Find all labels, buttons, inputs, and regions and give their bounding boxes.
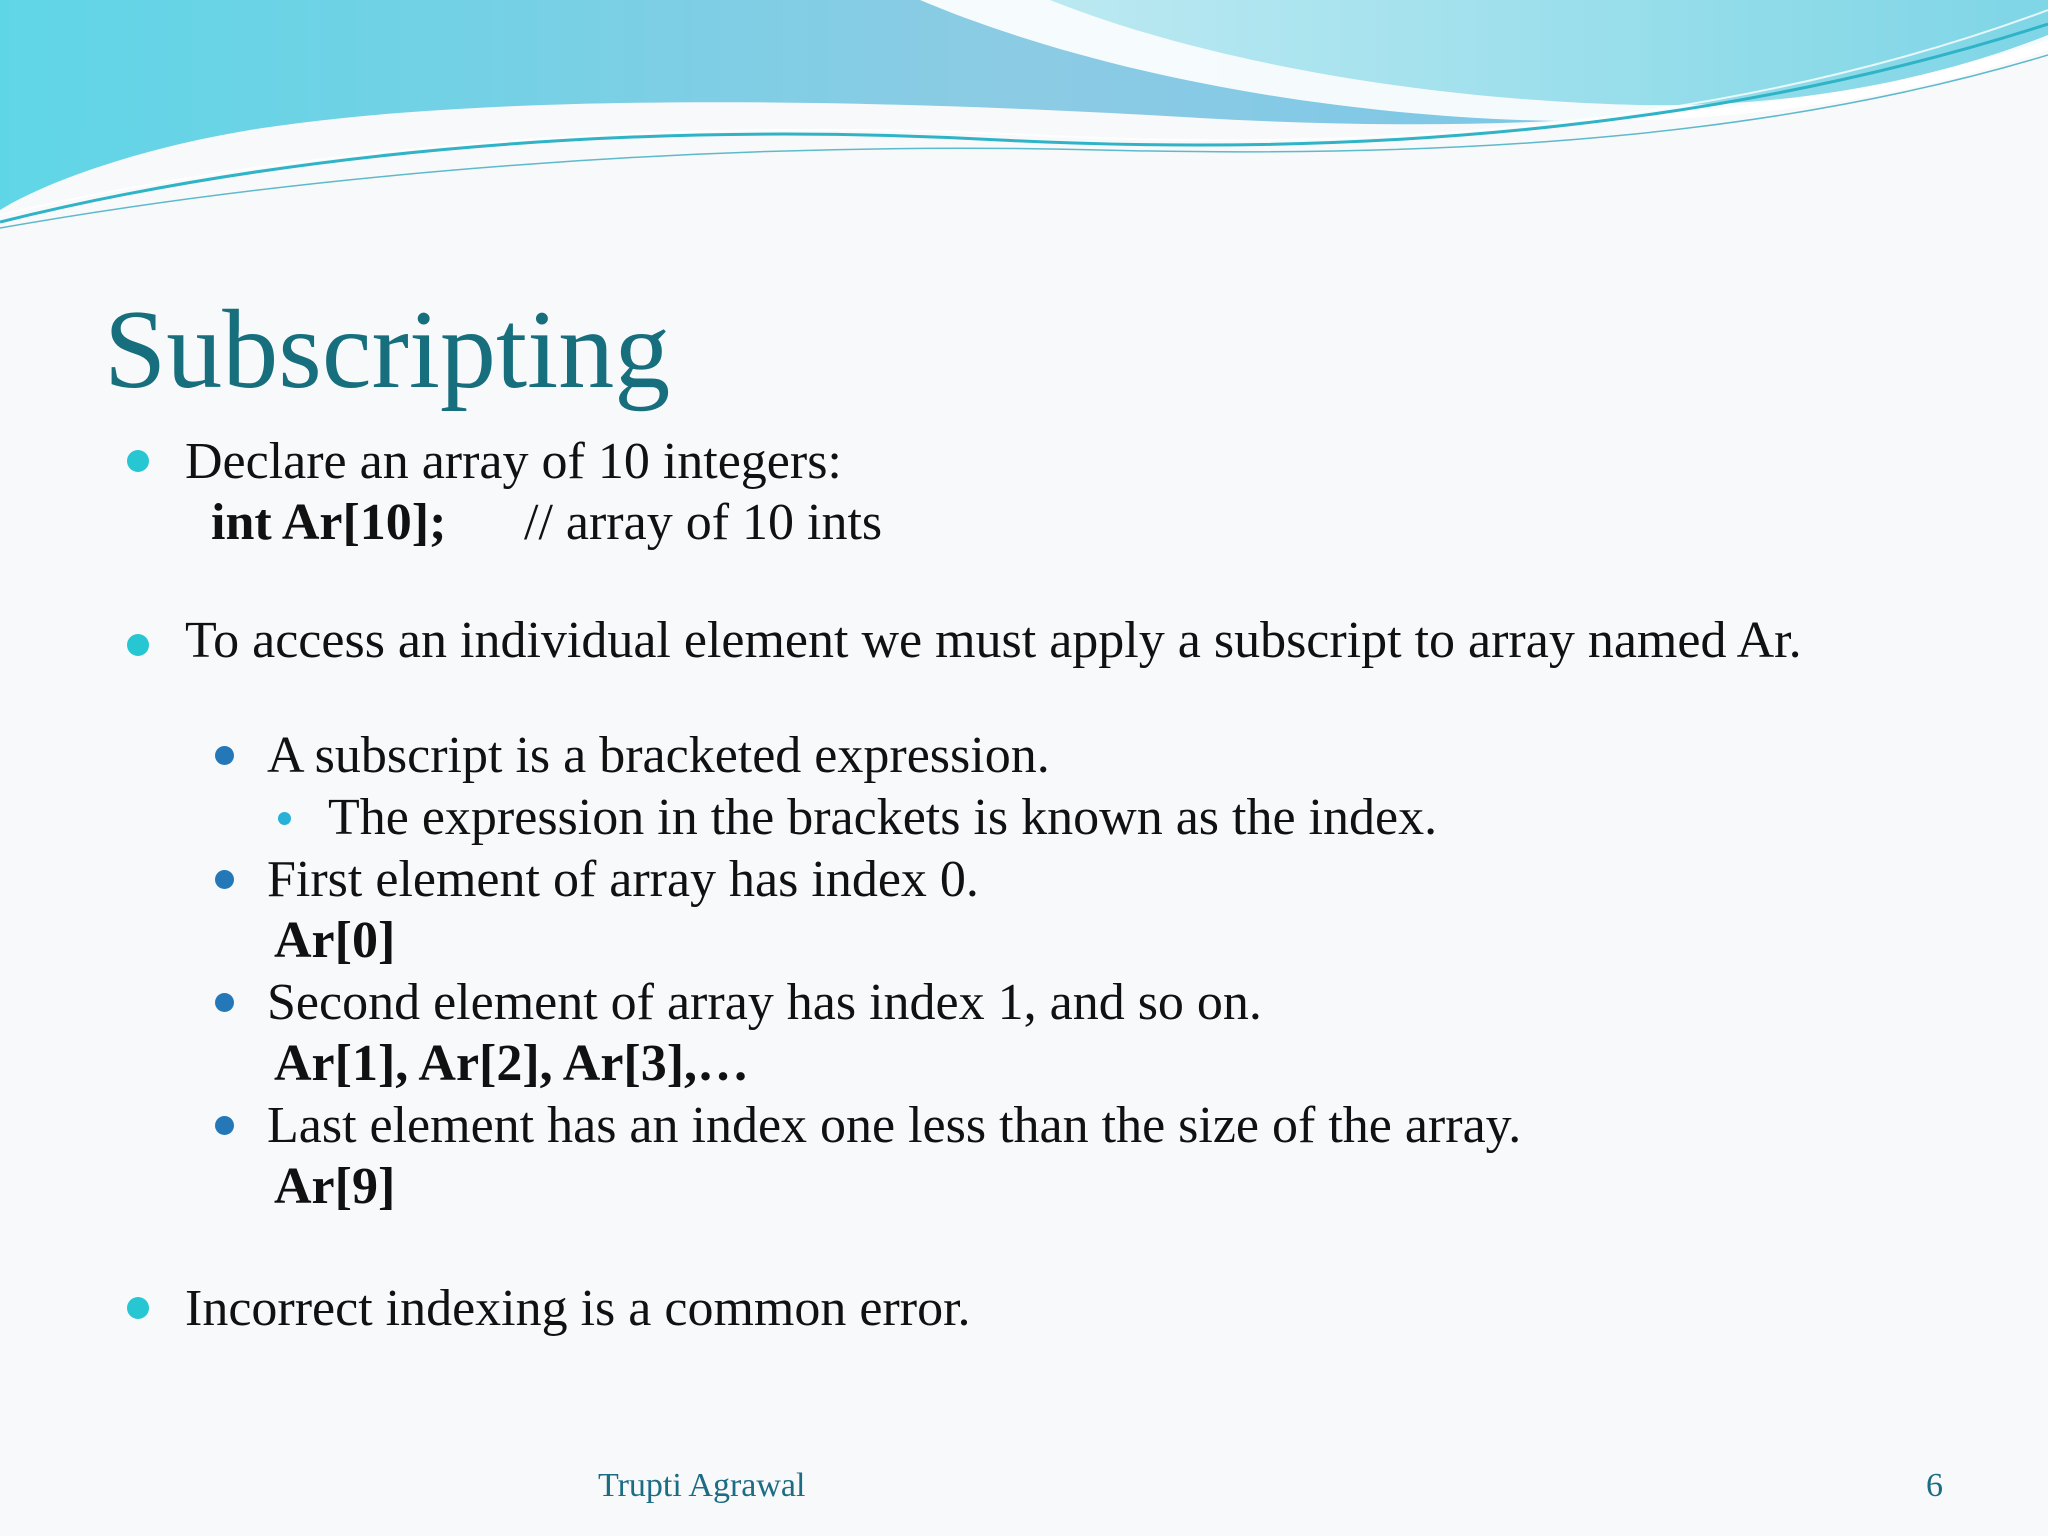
- bullet-marker: [127, 1297, 149, 1319]
- sub-sub-bullet-marker: [278, 812, 291, 825]
- bullet-subscript: A subscript is a bracketed expression.: [267, 727, 1050, 784]
- code-last: Ar[9]: [274, 1158, 396, 1215]
- page-number: 6: [1926, 1467, 1943, 1504]
- footer-author: Trupti Agrawal: [598, 1467, 806, 1504]
- bullet-marker: [127, 450, 149, 472]
- code-second: Ar[1], Ar[2], Ar[3],…: [274, 1035, 750, 1092]
- bullet-marker: [127, 634, 149, 656]
- sub-bullet-marker: [215, 1116, 234, 1135]
- bullet-index-def: The expression in the brackets is known as the index.: [328, 789, 1438, 846]
- bullet-access: To access an individual element we must apply a subscript to array named Ar.: [185, 612, 1802, 669]
- bullet-error: Incorrect indexing is a common error.: [185, 1280, 971, 1337]
- bullet-declare: Declare an array of 10 integers:: [185, 433, 842, 490]
- sub-bullet-marker: [215, 870, 234, 889]
- sub-bullet-marker: [215, 993, 234, 1012]
- code-declare: int Ar[10];: [211, 494, 447, 551]
- code-first: Ar[0]: [274, 912, 396, 969]
- code-comment: // array of 10 ints: [524, 494, 883, 551]
- bullet-last: Last element has an index one less than the size of the array.: [267, 1097, 1522, 1154]
- bullet-second: Second element of array has index 1, and so on.: [267, 974, 1262, 1031]
- sub-bullet-marker: [215, 746, 234, 765]
- header-wave-decoration: [0, 0, 2048, 240]
- slide-title: Subscripting: [104, 288, 671, 412]
- bullet-first: First element of array has index 0.: [267, 851, 979, 908]
